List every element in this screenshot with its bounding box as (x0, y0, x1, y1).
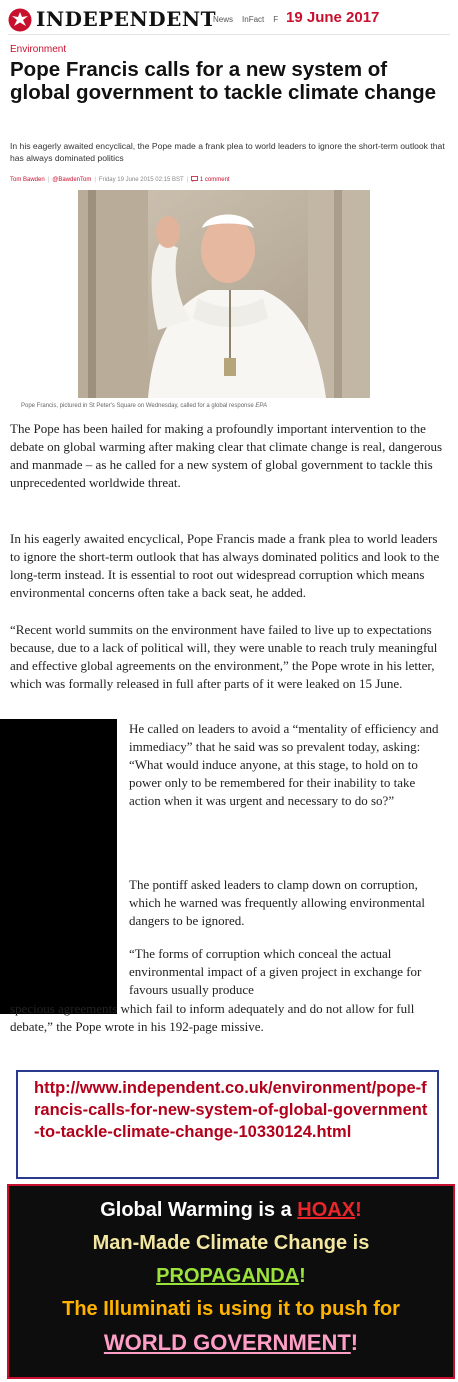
redacted-block (0, 719, 117, 1014)
pope-illustration (78, 190, 370, 398)
article-standfirst: In his eagerly awaited encyclical, the Pope made a frank plea to world leaders to ignore the short-term outlook that has always dominated politics (10, 141, 445, 163)
comment-icon[interactable] (191, 176, 198, 182)
source-url-box (16, 1070, 439, 1179)
comment-link[interactable]: comment (204, 177, 230, 183)
overlay-date: 19 June 2017 (286, 9, 380, 26)
masthead (8, 4, 452, 34)
photo-caption: Pope Francis, pictured in St Peter's Square on Wednesday, called for a global response EPA (21, 403, 267, 409)
banner-line-2: Man-Made Climate Change is (92, 1232, 370, 1254)
eagle-logo-icon[interactable] (8, 8, 32, 32)
paragraph-4: He called on leaders to avoid a “mentality of efficiency and immediacy” that he said was so prevalent today, asking: “What would induce anyone, at this stage, to hold on to power only to be remembered for their inability to take action when it was urgent and necessary to do so?” (129, 721, 439, 808)
section-label[interactable]: Environment (10, 44, 67, 55)
paragraph-5: The pontiff asked leaders to clamp down on corruption, which he warned was frequently allowing environmental dangers to be ignored. (129, 877, 426, 928)
banner-line-4: The Illuminati is using it to push for (62, 1298, 400, 1320)
paragraph-7: specious agreements which fail to inform adequately and do not allow for full debate,” the Pope wrote in his 192-page missive. (10, 1001, 415, 1034)
byline: Tom Bawden | @BawdenTom | Friday 19 June 2015 02:15 BST | 1 comment (10, 177, 230, 183)
source-url-link[interactable]: http://www.independent.co.uk/environment/pope-francis-calls-for-new-system-of-global-government-to-tackle-climate-change-10330124.html (34, 1079, 428, 1141)
nav-item-news[interactable]: News (213, 15, 234, 24)
nav-item-f[interactable]: F (273, 15, 279, 24)
paragraph-2: In his eagerly awaited encyclical, Pope Francis made a frank plea to world leaders to ignore the short-term outlook that has always dominated politics and look to the long-term instead. It is essential to root out widespread corruption which means environmental concerns often take a back seat, he added. (10, 531, 440, 600)
paragraph-1: The Pope has been hailed for making a profoundly important intervention to the debate on global warming after making clear that climate change is real, dangerous and manmade – as he called for a new system of global government to tackle this unprecedented worldwide threat. (10, 421, 443, 490)
paragraph-6: “The forms of corruption which conceal the actual environmental impact of a given project in exchange for favours usually produce (129, 946, 422, 997)
article-headline: Pope Francis calls for a new system of global government to tackle climate change (10, 58, 437, 104)
hoax-banner (7, 1184, 455, 1379)
banner-line-1: Global Warming is a HOAX! (100, 1199, 362, 1221)
banner-line-5: WORLD GOVERNMENT! (103, 1330, 359, 1355)
logo-wordmark[interactable]: INDEPENDENT (36, 7, 217, 31)
paragraph-3: “Recent world summits on the environment have failed to live up to expectations because, due to a lack of political will, they were unable to reach truly meaningful and effective global agreements on the environment,” the Pope wrote in his letter, which was formally released in full after parts of it were leaked on 15 June. (10, 622, 438, 691)
pope-photo (78, 190, 370, 398)
author-twitter-link[interactable]: @BawdenTom (52, 177, 92, 183)
author-link[interactable]: Tom Bawden (10, 177, 45, 183)
header-divider (8, 34, 450, 35)
banner-line-3: PROPAGANDA! (156, 1265, 306, 1287)
publish-date: Friday 19 June 2015 02:15 BST (98, 177, 184, 183)
top-nav (213, 15, 287, 24)
nav-item-infact[interactable]: InFact (242, 15, 265, 24)
